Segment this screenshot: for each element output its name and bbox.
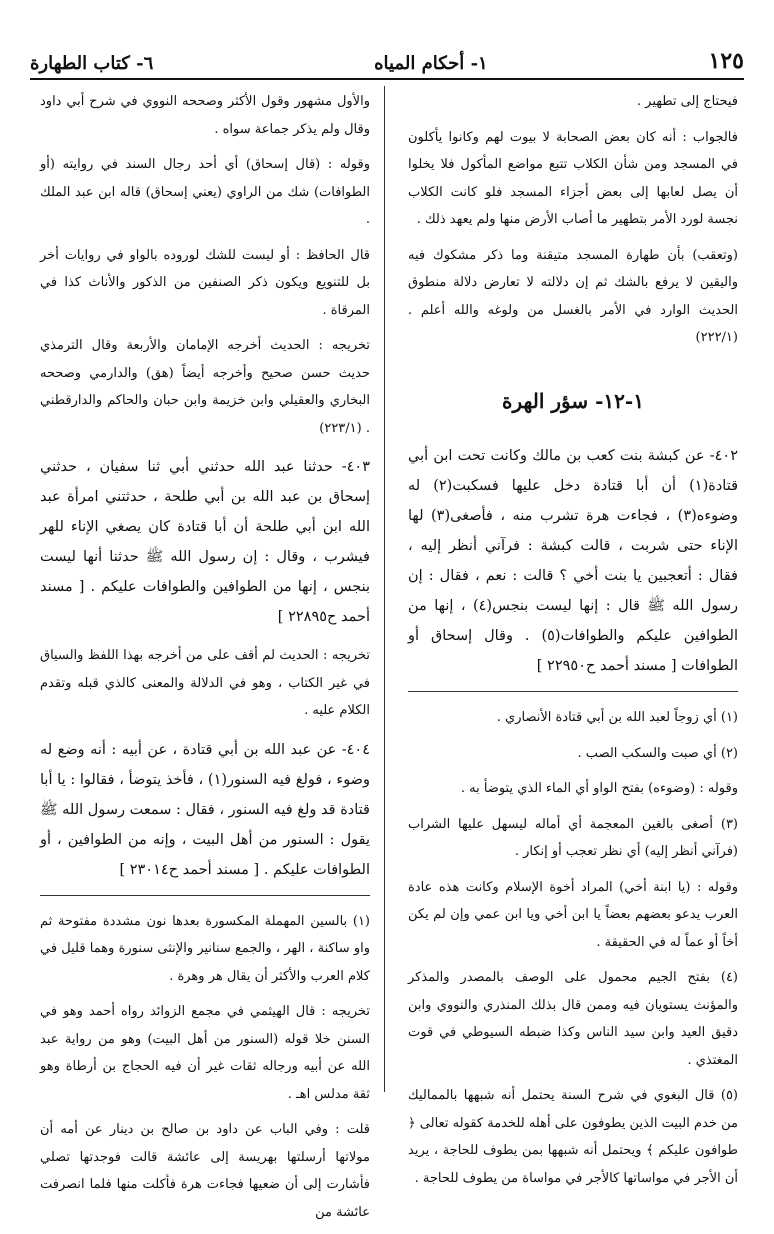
hadith-text: ٤٠٤- عن عبد الله بن أبي قتادة ، عن أبيه : أنه وضع له وضوء ، فولغ فيه السنور(١) ، فأخذ يتوضأ ، فقالوا : يا أبا قتادة قد ولغ فيه السنور ، فقال : سمعت رسول الله ﷺ يقول : السنور من أهل البيت ، وإنه من الطوافين ، أو الطوافات عليكم . [ مسند أحمد ح٢٣٠١٤ ] — [40, 741, 370, 878]
section-heading: ١-١٢- سؤر الهرة — [502, 388, 644, 413]
left-column — [40, 88, 370, 1234]
paragraph: فيحتاج إلى تطهير . — [636, 94, 738, 109]
footnote: تخريجه : قال الهيثمي في مجمع الزوائد رواه أحمد وهو في السنن خلا قوله (السنور من أهل البيت) وهو من رواية عبد الله عن أبيه ورجاله ثقات غير أن فيه الحجاج بن أرطاة وهو ثقة مدلس اهـ . — [40, 1004, 370, 1102]
footnote: (٣) أصغى بالغين المعجمة أي أماله ليسهل عليها الشراب (فرآني أنظر إليه) أي نظر تعجب أو إنكار . — [408, 816, 738, 859]
hadith-text: ٤٠٢- عن كبشة بنت كعب بن مالك وكانت تحت ابن أبي قتادة(١) أن أبا قتادة دخل عليها فسكبت(٢) له وضوءه(٣) ، فجاءت هرة تشرب منه ، فأصغى(٣) لها الإناء حتى شربت ، قالت كبشة : فرآني أنظر إليه ، فقال : أتعجبين يا بنت أخي ؟ قالت : نعم ، فقال : إن رسول الله ﷺ قال : إنها ليست بنجس(٤) ، إنها من الطوافين عليكم والطوافات(٥) . وقال إسحاق أو الطوافات [ مسند أحمد ح٢٢٩٥٠ ] — [408, 448, 739, 674]
book-title: ٦- كتاب الطهارة — [30, 53, 154, 74]
running-header — [30, 42, 744, 74]
right-column — [408, 88, 738, 1200]
footnote: (١) أي زوجاً لعبد الله بن أبي قتادة الأنصاري . — [496, 710, 738, 725]
footnote: (٤) بفتح الجيم محمول على الوصف بالمصدر والمذكر والمؤنث يستويان فيه وممن قال بذلك المنذري والنووي وابن دقيق العيد وابن سيد الناس وكذا ضبطه السيوطي في قوت المغتذي . — [408, 970, 738, 1068]
footnote: (٥) قال البغوي في شرح السنة يحتمل أنه شبهها بالمماليك من خدم البيت الذين يطوفون على أهله للخدمة كقوله تعالى ﴿ طوافون عليكم ﴾ ويحتمل أنه شبهها بمن يطوف للحاجة ، يريد أن الأجر في مواساتها كالأجر في مواساة من يطوف للحاجة . — [408, 1088, 738, 1186]
hadith-text: ٤٠٣- حدثنا عبد الله حدثني أبي ثنا سفيان ، حدثني إسحاق بن عبد الله بن أبي طلحة ، حدثتني امرأة عبد الله ابن أبي طلحة أن أبا قتادة كان يصغي الإناء للهر فيشرب ، وقال : إن رسول الله ﷺ حدثنا أنها ليست بنجس ، إنها من الطوافين والطوافات عليكم . [ مسند أحمد ح٢٢٨٩٥ ] — [40, 459, 370, 625]
footnote: (١) بالسين المهملة المكسورة بعدها نون مشددة مفتوحة ثم واو ساكنة ، الهر ، والجمع سنانير والإنثى سنورة وهما قليل في كلام العرب والأكثر أن يقال هر وهرة . — [40, 913, 370, 984]
paragraph: فالجواب : أنه كان بعض الصحابة لا بيوت لهم وكانوا يأكلون في المسجد ومن شأن الكلاب تتبع مواضع المأكول فلا يخلوا أن يصل لعابها إلى بعض أجزاء المسجد فلو كانت الكلاب نجسة لورد الأمر بتطهير ما أصاب الأرض منها ولم يعهد ذلك . — [408, 129, 738, 227]
paragraph: والأول مشهور وقول الأكثر وصححه النووي في شرح أبي داود وقال ولم يذكر جماعة سواه . — [40, 94, 370, 137]
footnote: وقوله : (يا ابنة أخي) المراد أخوة الإسلام وكانت هذه عادة العرب يدعو بعضهم بعضاً يا ابن أخي ويا ابن عمي وإن لم يكن أخاً أو عماً له في الحقيقة . — [408, 879, 738, 950]
paragraph: (وتعقب) بأن طهارة المسجد متيقنة وما ذكر مشكوك فيه واليقين لا يرفع بالشك ثم إن دلالته لا تعارض دلالة منطوق الحديث الوارد في الأمر بالغسل من ولوغه والله أعلم . (٢٢٢/١) — [408, 247, 738, 345]
header-rule — [30, 78, 744, 80]
footnote: وقوله : (وضوءه) بفتح الواو أي الماء الذي يتوضأ به . — [460, 781, 738, 796]
chapter-title: ١- أحكام المياه — [374, 53, 488, 74]
footnote-separator — [408, 691, 738, 692]
paragraph: وقوله : (قال إسحاق) أي أحد رجال السند في روايته (أو الطوافات) شك من الراوي (يعني إسحاق) قاله ابن عبد الملك . — [40, 157, 370, 227]
footnote: (٢) أي صبت والسكب الصب . — [577, 745, 738, 761]
column-divider — [384, 86, 385, 1092]
page-number: ١٢٥ — [708, 48, 744, 74]
paragraph: تخريجه : الحديث لم أقف على من أخرجه بهذا اللفظ والسياق في غير الكتاب ، وهو في الدلالة والمعنى كالذي قبله وتقدم الكلام عليه . — [40, 648, 370, 718]
paragraph: قال الحافظ : أو ليست للشك لوروده بالواو في روايات أخر بل للتنويع ويكون ذكر الصنفين من الذكور والأناث كذا في المرقاة . — [40, 247, 370, 318]
footnote-separator — [40, 895, 370, 896]
paragraph: تخريجه : الحديث أخرجه الإمامان والأربعة وقال الترمذي حديث حسن صحيح وأخرجه أيضاً (هق) والدارمي وصححه البخاري والعقيلي وابن خزيمة وابن حبان والحاكم والدارقطني . (٢٢٣/١) — [40, 338, 370, 436]
footnote: قلت : وفي الباب عن داود بن صالح بن دينار عن أمه أن مولاتها أرسلتها بهريسة إلى عائشة قالت فوجدتها تصلي فأشارت إلى أن ضعيها فجاءت هرة فأكلت منها فلما انصرفت عائشة من — [40, 1122, 370, 1220]
